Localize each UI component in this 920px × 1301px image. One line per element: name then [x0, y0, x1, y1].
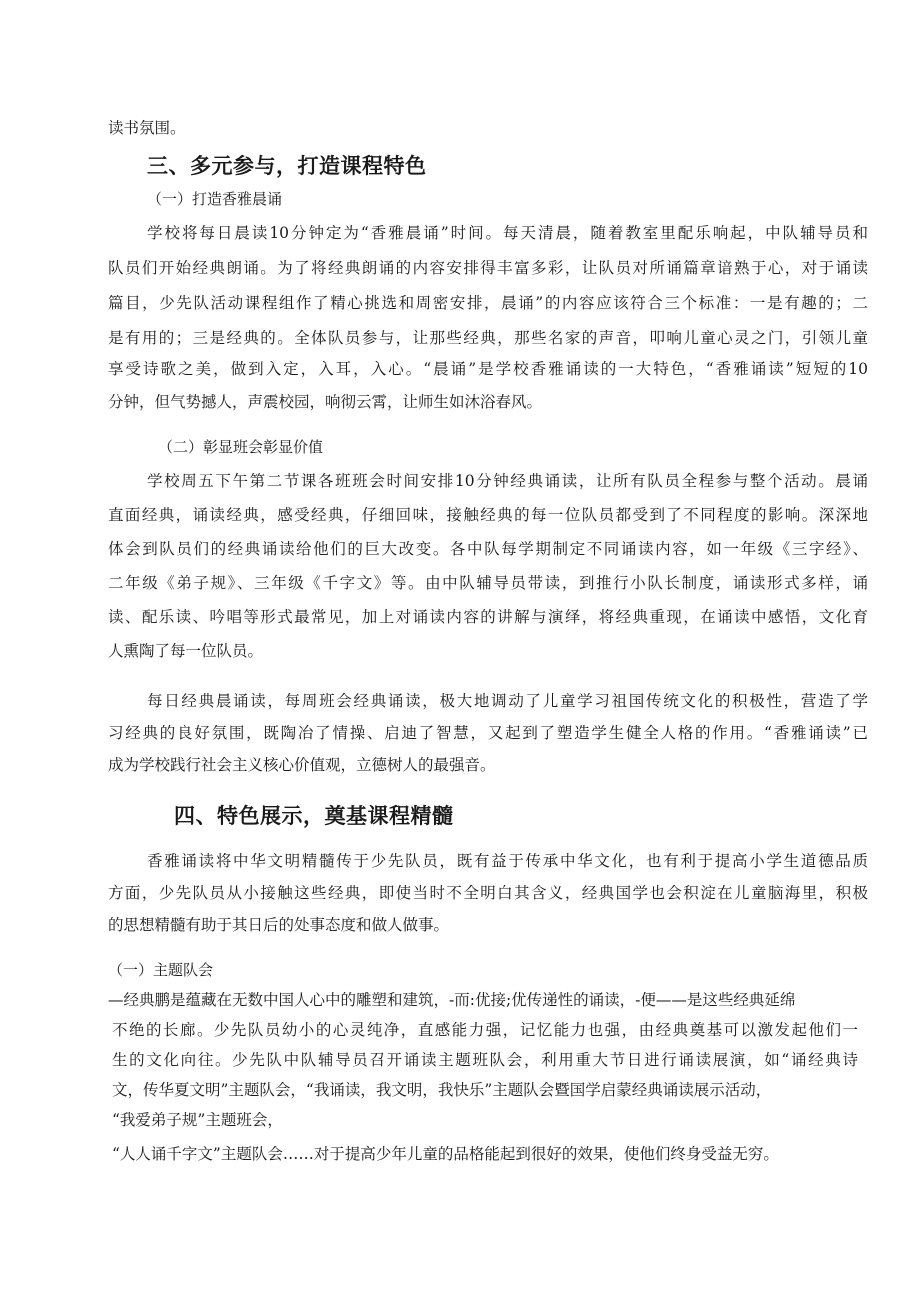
paragraph-line: 方面，少先队员从小接触这些经典，即使当时不全明白其含义，经典国学也会积淀在儿童脑海里，积极	[108, 884, 868, 902]
paragraph-line: 读书氛围。	[108, 119, 186, 137]
subsection-title-theme-meeting: （一）主题队会	[108, 961, 214, 979]
paragraph-line: 文，传华夏文明”主题队会，“我诵读，我文明，我快乐”主题队会暨国学启蒙经典诵读展示活动，	[112, 1081, 772, 1099]
paragraph-line: 生的文化向往。少先队中队辅导员召开诵读主题班队会，利用重大节日进行诵读展演，如“诵经典诗	[112, 1051, 858, 1069]
paragraph-line: 成为学校践行社会主义核心价值观，立德树人的最强音。	[108, 756, 496, 774]
subsection-title-class-meeting: （二）彰显班会彰显价值	[158, 438, 324, 456]
paragraph-line: 的思想精髓有助于其日后的处事态度和做人做事。	[108, 916, 450, 934]
paragraph-line: 学校周五下午第二节课各班班会时间安排10分钟经典诵读，让所有队员全程参与整个活动。晨诵	[147, 472, 868, 490]
paragraph-line: “人人诵千字文”主题队会……对于提高少年儿童的品格能起到很好的效果，使他们终身受益无穷。	[112, 1145, 779, 1163]
paragraph-line: 习经典的良好氛围，既陶冶了情操、启迪了智慧，又起到了塑造学生健全人格的作用。“香雅诵读”已	[108, 724, 868, 742]
paragraph-line: 篇目，少先队活动课程组作了精心挑选和周密安排，晨诵”的内容应该符合三个标准：一是有趣的；二	[108, 294, 868, 312]
paragraph-line: 学校将每日晨读10分钟定为“香雅晨诵”时间。每天清晨，随着教室里配乐响起，中队辅导员和	[147, 224, 868, 242]
paragraph-line: 分钟，但气势撼人，声震校园，响彻云霄，让师生如沐浴春风。	[108, 393, 543, 411]
paragraph-line: 香雅诵读将中华文明精髓传于少先队员，既有益于传承中华文化，也有利于提高小学生道德品质	[147, 852, 868, 870]
paragraph-line: 不绝的长廊。少先队员幼小的心灵纯净，直感能力强，记忆能力也强，由经典奠基可以激发起他们一	[112, 1021, 858, 1039]
paragraph-line: 二年级《弟子规》、三年级《千字文》等。由中队辅导员带读，到推行小队长制度，诵读形式多样，诵	[108, 574, 868, 592]
paragraph-line: 直面经典，诵读经典，感受经典，仔细回味，接触经典的每一位队员都受到了不同程度的影响。深深地	[108, 506, 868, 524]
subsection-title-morning-recital: （一）打造香雅晨诵	[147, 190, 283, 208]
section-heading-4: 四、特色展示，奠基课程精髓	[174, 804, 454, 828]
paragraph-line: 人熏陶了每一位队员。	[108, 642, 264, 660]
section-heading-3: 三、多元参与，打造课程特色	[147, 154, 427, 178]
paragraph-line: 每日经典晨诵读，每周班会经典诵读，极大地调动了儿童学习祖国传统文化的积极性，营造了学	[147, 692, 868, 710]
paragraph-line: 队员们开始经典朗诵。为了将经典朗诵的内容安排得丰富多彩，让队员对所诵篇章谙熟于心，对于诵读	[108, 259, 868, 277]
paragraph-line: —经典鹏是蕴藏在无数中国人心中的雕塑和建筑，-而:优接;优传递性的诵读，-便——是这些经典延绵	[108, 991, 796, 1009]
paragraph-line: 体会到队员们的经典诵读给他们的巨大改变。各中队每学期制定不同诵读内容，如一年级《三字经》、	[108, 540, 868, 558]
paragraph-line: 享受诗歌之美，做到入定，入耳，入心。“晨诵”是学校香雅诵读的一大特色，“香雅诵读”短短的10	[108, 360, 868, 378]
paragraph-line: “我爱弟子规”主题班会，	[112, 1111, 283, 1129]
paragraph-line: 读、配乐读、吟唱等形式最常见，加上对诵读内容的讲解与演绎，将经典重现，在诵读中感悟，文化育	[108, 608, 868, 626]
paragraph-line: 是有用的；三是经典的。全体队员参与，让那些经典，那些名家的声音，叩响儿童心灵之门，引领儿童	[108, 329, 868, 347]
